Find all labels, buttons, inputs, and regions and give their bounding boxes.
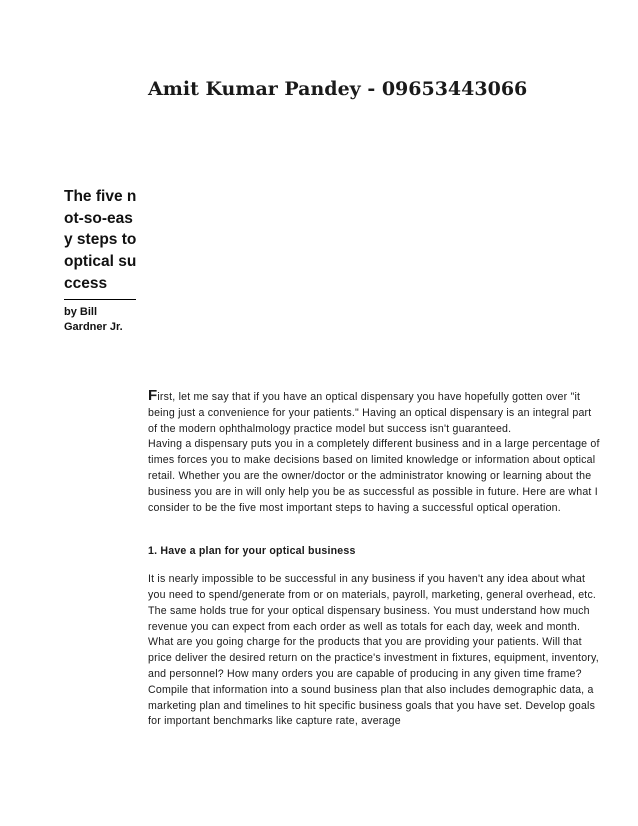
section-paragraph: It is nearly impossible to be successful in any business if you haven't any idea about what you need to spend/generate from or on materials, payroll, marketing, general overhead, etc. The same holds true for your optical dispensary business. You must understand how much revenue you can expect from each order as well as totals for each day, week and month. What are you going charge for the products that you are providing your patients. Will that price deliver the desired return on the practice's investment in fixtures, equipment, inventory, and personnel? How many orders you are capable of producing in any given time frame? Compile that information into a sound business plan that also includes demographic data, a marketing plan and timelines to hit specific business goals that you have set. Develop goals for important benchmarks like capture rate, average [148, 573, 599, 728]
sidebar [64, 186, 138, 335]
drop-cap: F [148, 387, 158, 404]
second-paragraph: Having a dispensary puts you in a completely different business and in a large percentage of times forces you to make decisions based on limited knowledge or information about optical retail. Whether you are the owner/doctor or the administrator knowing or learning about the business you are in will only help you be as successful as possible in future. Here are what I consider to be the five most important steps to having a successful optical operation. [148, 438, 600, 514]
author-byline: by Bill Gardner Jr. [64, 305, 123, 333]
article-body [148, 388, 600, 730]
section-heading: 1. Have a plan for your optical business [148, 545, 356, 558]
intro-text: irst, let me say that if you have an optical dispensary you have hopefully gotten over "it being just a convenience for your patients." Having an optical dispensary is an integral part of the modern ophthalmology practice model but success isn't guaranteed. [148, 391, 592, 435]
intro-paragraph [148, 388, 600, 437]
article-title: The five not-so-easy steps to optical success [64, 188, 137, 292]
title-divider [64, 299, 136, 300]
header-title: Amit Kumar Pandey - 09653443066 [148, 78, 528, 100]
